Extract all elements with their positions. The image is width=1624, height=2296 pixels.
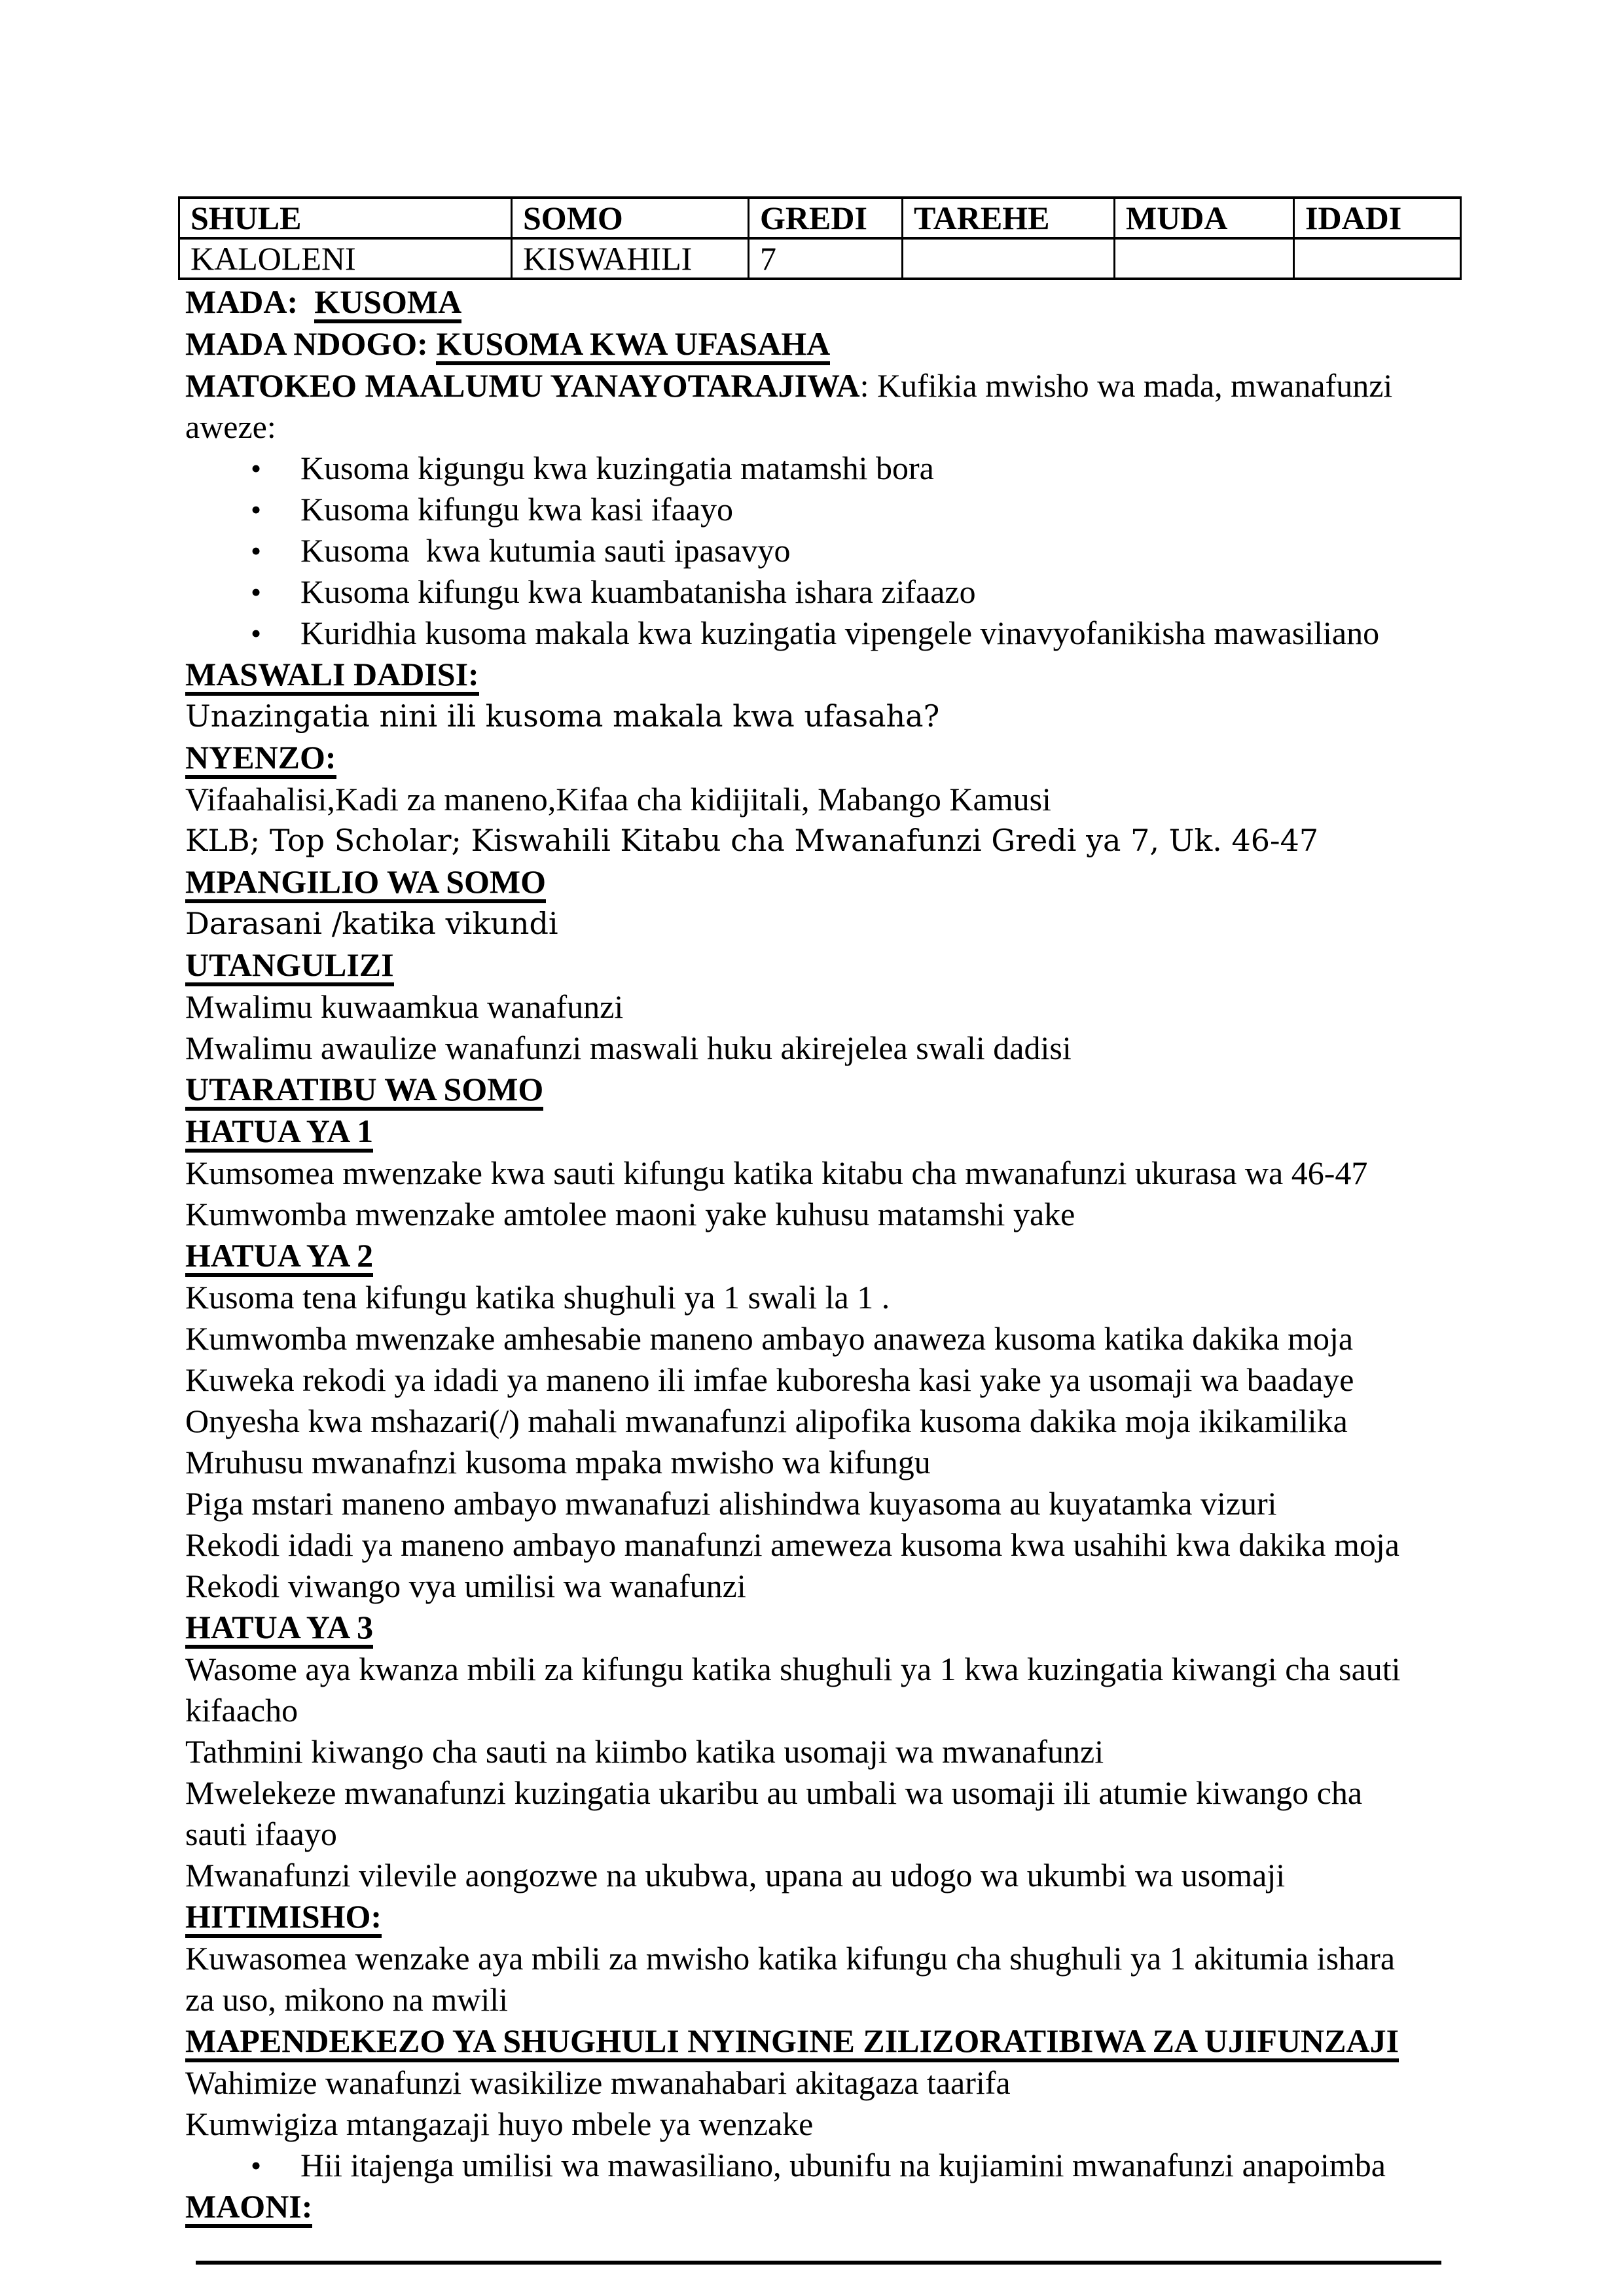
text-span: Kusoma kifungu kwa kuambatanisha ishara zifaazo [300,573,976,610]
text-line [185,1566,1460,1607]
heading-text: NYENZO: [185,741,336,779]
text-line [185,1772,1460,1814]
section-heading [185,1607,1460,1649]
section-heading [185,1235,1460,1277]
bullet-item [185,571,1460,613]
lesson-header-table [178,196,1462,280]
bullet-item [185,448,1460,489]
bullet-item [185,2145,1460,2186]
text-span: Kumwomba mwenzake amtolee maoni yake kuhusu matamshi yake [185,1196,1075,1232]
text-line [185,779,1460,820]
text-line [185,1690,1460,1731]
text-line [185,1814,1460,1855]
text-line [185,2062,1460,2104]
text-span: Kusoma tena kifungu katika shughuli ya 1 swali la 1 . [185,1279,890,1316]
text-span: Kusoma kifungu kwa kasi ifaayo [300,491,733,528]
text-line [185,1028,1460,1069]
table-header-cell: IDADI [1294,198,1461,238]
section-heading [185,944,1460,986]
section-heading [185,1069,1460,1111]
text-span: za uso, mikono na mwili [185,1981,508,2018]
bullet-item [185,489,1460,530]
heading-text: HATUA YA 3 [185,1611,373,1649]
text-span: Unazingatia nini ili kusoma makala kwa ufasaha? [185,698,940,734]
text-line [185,1524,1460,1566]
text-span: Hii itajenga umilisi wa mawasiliano, ubunifu na kujiamini mwanafunzi anapoimba [300,2147,1386,2183]
text-span: MATOKEO MAALUMU YANAYOTARAJIWA [185,367,860,404]
table-row [179,238,1461,279]
text-line [185,1401,1460,1442]
text-line [185,1938,1460,1979]
section-heading [185,2020,1460,2062]
table-header-cell: TAREHE [903,198,1115,238]
heading-text: MASWALI DADISI: [185,658,479,696]
table-header-row [179,198,1461,238]
text-span: Mwanafunzi vilevile aongozwe na ukubwa, upana au udogo wa ukumbi wa usomaji [185,1857,1286,1893]
text-line [185,1153,1460,1194]
text-line [185,1483,1460,1524]
text-span: Kumsomea mwenzake kwa sauti kifungu katika kitabu cha mwanafunzi ukurasa wa 46-47 [185,1155,1368,1191]
text-span: kifaacho [185,1692,298,1729]
text-line [185,1194,1460,1235]
section-heading [185,737,1460,779]
text-span: Kusoma kigungu kwa kuzingatia matamshi bora [300,450,934,486]
text-span: Kuridhia kusoma makala kwa kuzingatia vipengele vinavyofanikisha mawasiliano [300,615,1380,651]
text-span: sauti ifaayo [185,1816,337,1852]
text-span: MADA [185,283,287,320]
heading-text: UTANGULIZI [185,948,394,986]
text-span: Tathmini kiwango cha sauti na kiimbo katika usomaji wa mwanafunzi [185,1733,1104,1770]
section-heading [185,1111,1460,1153]
lesson-header-table-body [179,198,1461,279]
text-span: : [287,283,315,320]
text-span: Kuweka rekodi ya idadi ya maneno ili imfae kuboresha kasi yake ya usomaji wa baadaye [185,1361,1354,1398]
text-line [185,820,1460,861]
text-span: KLB; Top Scholar; Kiswahili Kitabu cha Mwanafunzi Gredi ya 7, Uk. 46-47 [185,823,1319,858]
bullet-icon: • [251,493,262,526]
table-header-cell: SHULE [179,198,512,238]
table-cell [1115,238,1294,279]
text-span: Mwalimu awaulize wanafunzi maswali huku akirejelea swali dadisi [185,1030,1072,1066]
text-span: Kusoma kwa kutumia sauti ipasavyo [300,532,791,569]
text-span: Kumwigiza mtangazaji huyo mbele ya wenzake [185,2106,814,2142]
text-line [185,1318,1460,1359]
text-line [185,1359,1460,1401]
bullet-item [185,530,1460,571]
text-line [185,281,1460,323]
table-header-cell: MUDA [1115,198,1294,238]
heading-text: KUSOMA [314,285,461,323]
bullet-icon: • [251,2149,262,2182]
document-content [178,196,1460,2265]
document-body [178,281,1460,2265]
bullet-icon: • [251,534,262,567]
table-header-cell: SOMO [512,198,749,238]
heading-text: HITIMISHO: [185,1900,382,1938]
text-line [185,1649,1460,1690]
text-span: Piga mstari maneno ambayo mwanafuzi alishindwa kuyasoma au kuyatamka vizuri [185,1485,1277,1522]
bullet-item [185,613,1460,654]
text-span: Rekodi idadi ya maneno ambayo manafunzi ameweza kusoma kwa usahihi kwa dakika moja [185,1526,1399,1563]
text-span: Kumwomba mwenzake amhesabie maneno ambayo anaweza kusoma katika dakika moja [185,1320,1354,1357]
text-line [185,365,1460,406]
heading-text: MAPENDEKEZO YA SHUGHULI NYINGINE ZILIZORATIBIWA ZA UJIFUNZAJI [185,2024,1399,2062]
text-span: Onyesha kwa mshazari(/) mahali mwanafunzi alipofika kusoma dakika moja ikikamilika [185,1403,1348,1439]
text-span: Rekodi viwango vya umilisi wa wanafunzi [185,1568,746,1604]
heading-text: HATUA YA 1 [185,1115,373,1153]
bullet-icon: • [251,452,262,485]
text-line [185,323,1460,365]
text-span: Mruhusu mwanafnzi kusoma mpaka mwisho wa kifungu [185,1444,931,1480]
text-line [185,903,1460,944]
table-cell [903,238,1115,279]
text-span: aweze: [185,408,276,445]
text-span: MADA NDOGO: [185,325,437,362]
heading-text: KUSOMA KWA UFASAHA [436,327,830,365]
text-line [185,696,1460,737]
section-heading [185,2186,1460,2228]
text-span: Mwalimu kuwaamkua wanafunzi [185,988,624,1025]
section-heading [185,654,1460,696]
section-heading [185,861,1460,903]
text-span: Vifaahalisi,Kadi za maneno,Kifaa cha kidijitali, Mabango Kamusi [185,781,1051,817]
heading-text: MPANGILIO WA SOMO [185,865,546,903]
text-line [185,1731,1460,1772]
text-line [185,406,1460,448]
section-heading [185,1896,1460,1938]
table-cell: KALOLENI [179,238,512,279]
table-header-cell: GREDI [749,198,903,238]
text-line [185,1979,1460,2020]
heading-text: HATUA YA 2 [185,1239,373,1277]
text-span: Darasani /katika vikundi [185,906,558,941]
text-span: Kuwasomea wenzake aya mbili za mwisho katika kifungu cha shughuli ya 1 akitumia ishara [185,1940,1396,1977]
text-line [185,986,1460,1028]
table-cell: KISWAHILI [512,238,749,279]
text-line [185,1277,1460,1318]
text-span: Wahimize wanafunzi wasikilize mwanahabari akitagaza taarifa [185,2064,1011,2101]
text-span: Mwelekeze mwanafunzi kuzingatia ukaribu au umbali wa usomaji ili atumie kiwango cha [185,1774,1363,1811]
text-line [185,2104,1460,2145]
text-line [185,1855,1460,1896]
table-cell [1294,238,1461,279]
text-span: : Kufikia mwisho wa mada, mwanafunzi [859,367,1393,404]
table-cell: 7 [749,238,903,279]
text-span: Wasome aya kwanza mbili za kifungu katika shughuli ya 1 kwa kuzingatia kiwangi cha sauti [185,1651,1401,1687]
bullet-icon: • [251,575,262,609]
signature-line [196,2261,1441,2265]
heading-text: UTARATIBU WA SOMO [185,1073,543,1111]
text-line [185,1442,1460,1483]
heading-text: MAONI: [185,2190,312,2228]
bullet-icon: • [251,617,262,650]
